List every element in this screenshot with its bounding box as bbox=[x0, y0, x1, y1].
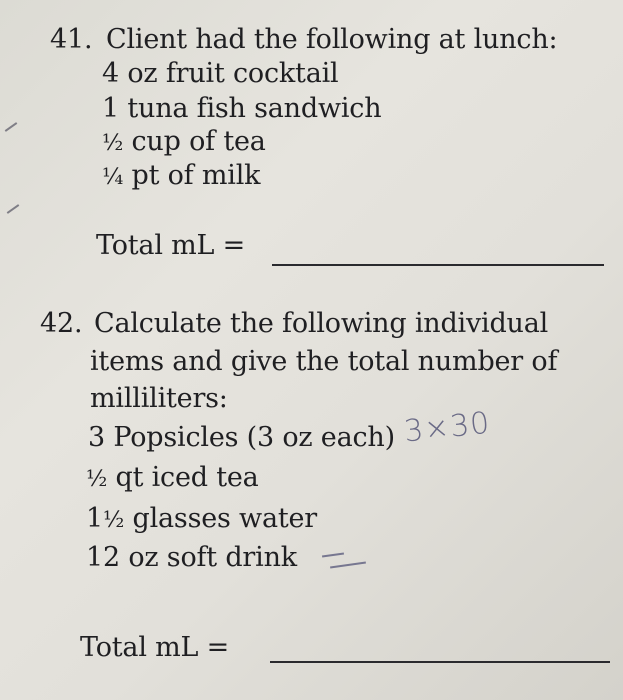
margin-mark bbox=[5, 122, 18, 132]
margin-mark bbox=[7, 204, 20, 214]
question-42-total-label: Total mL = bbox=[80, 632, 230, 663]
fraction-quarter: ¼ bbox=[102, 165, 124, 190]
bleed-through-text bbox=[360, 60, 480, 82]
question-41-total-label: Total mL = bbox=[96, 230, 246, 261]
question-42-number: 42. bbox=[40, 308, 83, 339]
fraction-half: ½ bbox=[86, 467, 108, 492]
fraction-half: ½ bbox=[102, 131, 124, 156]
question-42-item: 1½ glasses water bbox=[86, 503, 317, 534]
question-41-item: ½ cup of tea bbox=[102, 126, 266, 157]
question-42-prompt-line: Calculate the following individual bbox=[94, 308, 549, 339]
handwritten-dash bbox=[330, 562, 366, 569]
question-42-item: 3 Popsicles (3 oz each) bbox=[88, 422, 395, 453]
bleed-through-text bbox=[380, 225, 620, 247]
question-41-prompt: Client had the following at lunch: bbox=[106, 24, 558, 55]
question-42-item: ½ qt iced tea bbox=[86, 462, 259, 493]
question-42-item: 12 oz soft drink bbox=[86, 542, 297, 573]
question-42-prompt-line: items and give the total number of bbox=[90, 346, 558, 377]
question-41-item: 1 tuna fish sandwich bbox=[102, 93, 382, 124]
question-41-number: 41. bbox=[50, 24, 93, 55]
handwritten-note: 3×30 bbox=[402, 405, 492, 450]
bleed-through-text bbox=[420, 120, 590, 142]
fraction-half: ½ bbox=[102, 508, 125, 533]
question-41-item: 4 oz fruit cocktail bbox=[102, 58, 339, 89]
question-41-total-answer-blank[interactable] bbox=[272, 264, 604, 266]
handwritten-dash bbox=[322, 552, 344, 557]
question-42-total-answer-blank[interactable] bbox=[270, 661, 610, 663]
question-42-prompt-line: milliliters: bbox=[90, 383, 228, 414]
question-41-item: ¼ pt of milk bbox=[102, 160, 261, 191]
